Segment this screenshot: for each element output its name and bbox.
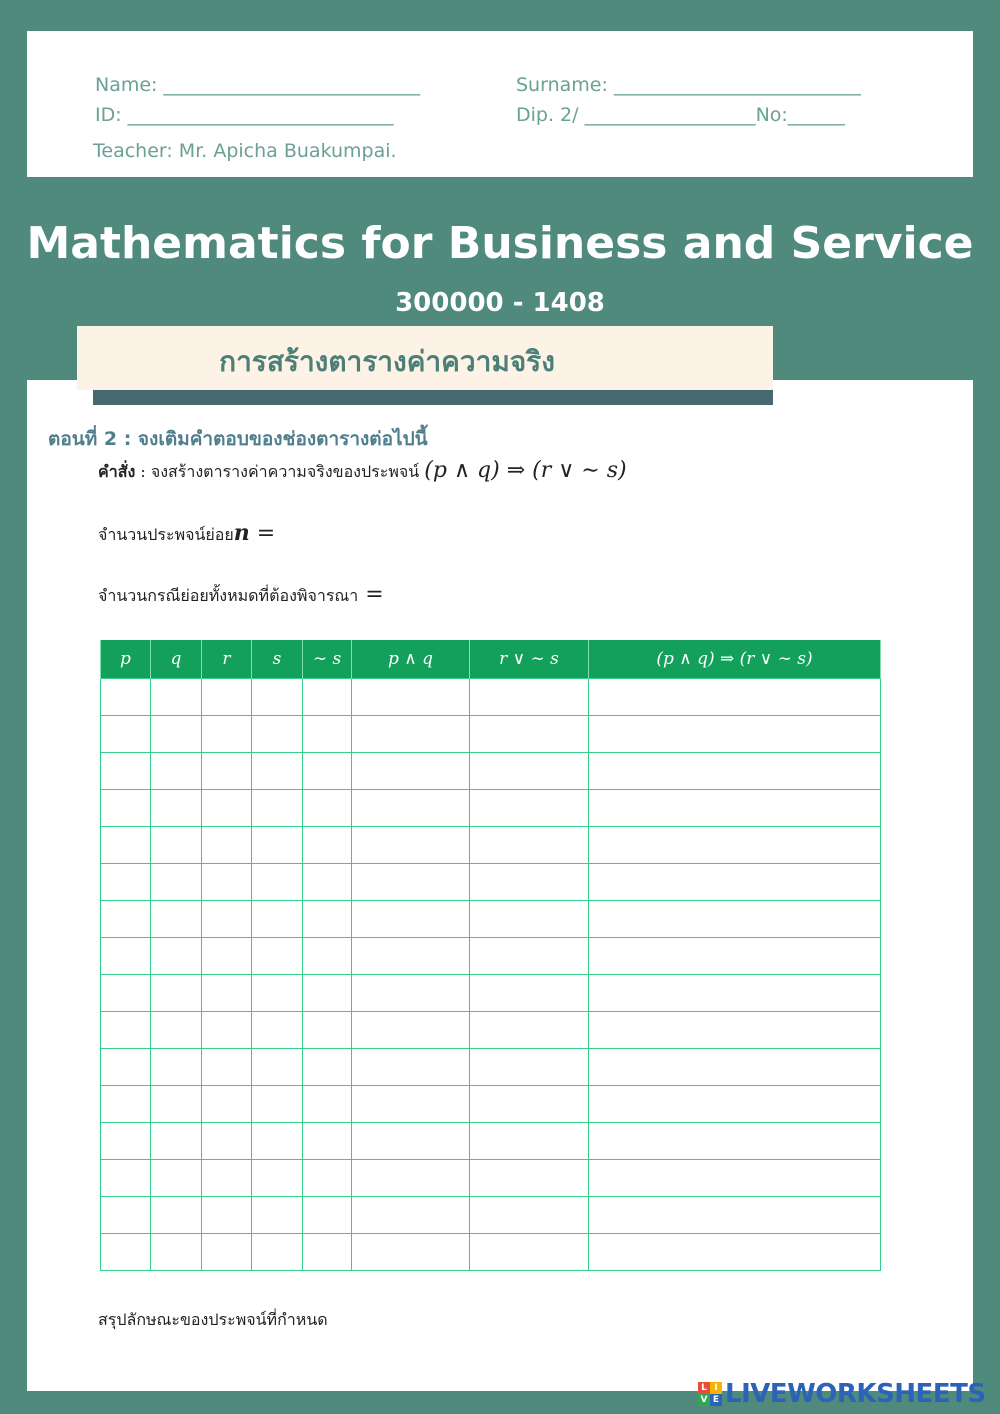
answer-cell[interactable] [589,679,881,716]
table-row [101,1123,881,1160]
truth-table-header [101,640,881,679]
answer-cell[interactable] [303,1234,352,1271]
answer-cell[interactable] [303,790,352,827]
table-row [101,1012,881,1049]
table-row [101,1160,881,1197]
table-row [101,1049,881,1086]
id-field[interactable]: ID: ____________________________ [95,104,394,126]
answer-cell[interactable] [470,1012,589,1049]
table-row [101,827,881,864]
answer-cell[interactable] [470,1197,589,1234]
answer-cell[interactable] [303,938,352,975]
answer-cell[interactable] [589,753,881,790]
answer-cell[interactable] [252,790,303,827]
answer-cell[interactable] [101,790,151,827]
answer-cell[interactable] [101,1197,151,1234]
column-header: r [202,640,252,679]
answer-cell[interactable] [352,975,470,1012]
answer-cell[interactable] [151,1123,202,1160]
answer-cell[interactable] [252,975,303,1012]
answer-cell[interactable] [252,938,303,975]
answer-cell[interactable] [589,827,881,864]
liveworksheets-watermark [698,1378,986,1410]
answer-cell[interactable] [352,753,470,790]
answer-cell[interactable] [352,1086,470,1123]
watermark-text: LIVEWORKSHEETS [725,1379,986,1409]
logo-letter-l: L [698,1382,710,1394]
answer-cell[interactable] [151,827,202,864]
answer-cell[interactable] [589,901,881,938]
answer-cell[interactable] [202,975,252,1012]
dip-field[interactable]: Dip. 2/ __________________No:______ [516,104,845,126]
answer-cell[interactable] [470,1086,589,1123]
topic-title: การสร้างตารางค่าความจริง [219,345,555,378]
answer-cell[interactable] [303,1197,352,1234]
answer-cell[interactable] [303,864,352,901]
column-header: q [151,640,202,679]
answer-cell[interactable] [202,827,252,864]
table-row [101,901,881,938]
part-heading: ตอนที่ 2 : จงเติมคำตอบของช่องตารางต่อไปนี้ [48,428,428,450]
answer-cell[interactable] [101,1086,151,1123]
liveworksheets-logo [698,1382,722,1406]
answer-cell[interactable] [202,679,252,716]
answer-cell[interactable] [303,1123,352,1160]
answer-cell[interactable] [470,679,589,716]
case-count [98,582,384,609]
answer-cell[interactable] [589,716,881,753]
answer-cell[interactable] [303,827,352,864]
answer-cell[interactable] [202,1160,252,1197]
answer-cell[interactable] [202,716,252,753]
answer-cell[interactable] [101,1234,151,1271]
student-info-panel [27,31,973,177]
surname-field[interactable]: Surname: __________________________ [516,74,861,96]
column-header: ∼ s [303,640,352,679]
answer-cell[interactable] [303,716,352,753]
answer-cell[interactable] [303,1049,352,1086]
table-row [101,1234,881,1271]
answer-cell[interactable] [352,1160,470,1197]
column-header: r ∨ ∼ s [470,640,589,679]
truth-table [100,640,881,1271]
worksheet-title: Mathematics for Business and Service [26,218,974,269]
answer-cell[interactable] [589,1086,881,1123]
answer-cell[interactable] [252,1123,303,1160]
answer-cell[interactable] [252,753,303,790]
answer-cell[interactable] [202,1049,252,1086]
answer-cell[interactable] [252,1160,303,1197]
n-variable: n [233,520,250,546]
answer-cell[interactable] [101,716,151,753]
answer-cell[interactable] [151,975,202,1012]
table-row [101,679,881,716]
answer-cell[interactable] [252,716,303,753]
answer-cell[interactable] [352,716,470,753]
instruction-text: : จงสร้างตารางค่าความจริงของประพจน์ [135,462,425,481]
summary-prompt: สรุปลักษณะของประพจน์ที่กำหนด [98,1310,328,1329]
answer-cell[interactable] [101,975,151,1012]
answer-cell[interactable] [470,1049,589,1086]
answer-cell[interactable] [252,827,303,864]
table-row [101,938,881,975]
answer-cell[interactable] [151,1160,202,1197]
answer-cell[interactable] [589,975,881,1012]
answer-cell[interactable] [470,790,589,827]
answer-cell[interactable] [589,864,881,901]
answer-cell[interactable] [352,1123,470,1160]
answer-cell[interactable] [470,1123,589,1160]
answer-cell[interactable] [151,716,202,753]
answer-cell[interactable] [101,901,151,938]
table-row [101,790,881,827]
instruction-expression: (p ∧ q) ⇒ (r ∨ ∼ s) [424,458,627,483]
answer-cell[interactable] [202,938,252,975]
truth-table-body [101,679,881,1271]
answer-cell[interactable] [151,1049,202,1086]
answer-cell[interactable] [303,679,352,716]
answer-cell[interactable] [151,790,202,827]
answer-cell[interactable] [101,1123,151,1160]
answer-cell[interactable] [470,1234,589,1271]
answer-cell[interactable] [589,1234,881,1271]
answer-cell[interactable] [470,864,589,901]
subproposition-count [98,520,275,548]
answer-cell[interactable] [470,1160,589,1197]
logo-letter-v: V [698,1394,710,1406]
subproposition-count-label: จำนวนประพจน์ย่อย [98,525,234,544]
answer-cell[interactable] [101,1160,151,1197]
table-row [101,753,881,790]
answer-cell[interactable] [352,901,470,938]
answer-cell[interactable] [352,827,470,864]
answer-cell[interactable] [470,975,589,1012]
topic-banner [77,326,773,390]
answer-cell[interactable] [101,864,151,901]
answer-cell[interactable] [352,1049,470,1086]
answer-cell[interactable] [352,790,470,827]
answer-cell[interactable] [151,1197,202,1234]
topic-banner-shadow [93,390,773,405]
answer-cell[interactable] [101,938,151,975]
answer-cell[interactable] [303,753,352,790]
answer-cell[interactable] [202,1012,252,1049]
answer-cell[interactable] [470,901,589,938]
instruction [98,458,627,485]
answer-cell[interactable] [202,1086,252,1123]
answer-cell[interactable] [303,1012,352,1049]
column-header: (p ∧ q) ⇒ (r ∨ ∼ s) [589,640,881,679]
answer-cell[interactable] [202,864,252,901]
column-header: p ∧ q [352,640,470,679]
answer-cell[interactable] [101,753,151,790]
case-count-equals: = [358,582,384,607]
answer-cell[interactable] [470,753,589,790]
answer-cell[interactable] [252,1234,303,1271]
answer-cell[interactable] [252,1012,303,1049]
answer-cell[interactable] [589,1160,881,1197]
answer-cell[interactable] [470,938,589,975]
answer-cell[interactable] [151,938,202,975]
logo-letter-e: E [710,1394,722,1406]
answer-cell[interactable] [202,1197,252,1234]
answer-cell[interactable] [151,1234,202,1271]
answer-cell[interactable] [101,679,151,716]
answer-cell[interactable] [151,864,202,901]
answer-cell[interactable] [352,679,470,716]
answer-cell[interactable] [202,790,252,827]
column-header: s [252,640,303,679]
answer-cell[interactable] [151,753,202,790]
table-row [101,1197,881,1234]
table-row [101,716,881,753]
answer-cell[interactable] [589,1197,881,1234]
answer-cell[interactable] [202,753,252,790]
answer-cell[interactable] [352,1012,470,1049]
answer-cell[interactable] [252,1086,303,1123]
table-row [101,1086,881,1123]
answer-cell[interactable] [202,1123,252,1160]
answer-cell[interactable] [151,1012,202,1049]
answer-cell[interactable] [101,1049,151,1086]
instruction-label: คำสั่ง [98,462,136,481]
answer-cell[interactable] [352,938,470,975]
column-header: p [101,640,151,679]
answer-cell[interactable] [252,901,303,938]
answer-cell[interactable] [352,864,470,901]
answer-cell[interactable] [352,1197,470,1234]
answer-cell[interactable] [589,1012,881,1049]
answer-cell[interactable] [589,938,881,975]
answer-cell[interactable] [252,1197,303,1234]
answer-cell[interactable] [589,790,881,827]
answer-cell[interactable] [101,827,151,864]
answer-cell[interactable] [151,679,202,716]
answer-cell[interactable] [303,1160,352,1197]
subproposition-count-equals: = [249,521,276,546]
answer-cell[interactable] [589,1049,881,1086]
answer-cell[interactable] [303,901,352,938]
table-row [101,864,881,901]
course-code: 300000 - 1408 [395,288,605,318]
answer-cell[interactable] [202,901,252,938]
answer-cell[interactable] [101,1012,151,1049]
answer-cell[interactable] [352,1234,470,1271]
answer-cell[interactable] [151,901,202,938]
answer-cell[interactable] [252,1049,303,1086]
case-count-label: จำนวนกรณีย่อยทั้งหมดที่ต้องพิจารณา [98,586,359,605]
answer-cell[interactable] [202,1234,252,1271]
logo-letter-i: I [710,1382,722,1394]
answer-cell[interactable] [252,679,303,716]
answer-cell[interactable] [151,1086,202,1123]
teacher-label: Teacher: Mr. Apicha Buakumpai. [93,140,397,162]
answer-cell[interactable] [303,1086,352,1123]
table-row [101,975,881,1012]
answer-cell[interactable] [470,716,589,753]
answer-cell[interactable] [303,975,352,1012]
answer-cell[interactable] [470,827,589,864]
answer-cell[interactable] [589,1123,881,1160]
answer-cell[interactable] [252,864,303,901]
name-field[interactable]: Name: ___________________________ [95,74,420,96]
